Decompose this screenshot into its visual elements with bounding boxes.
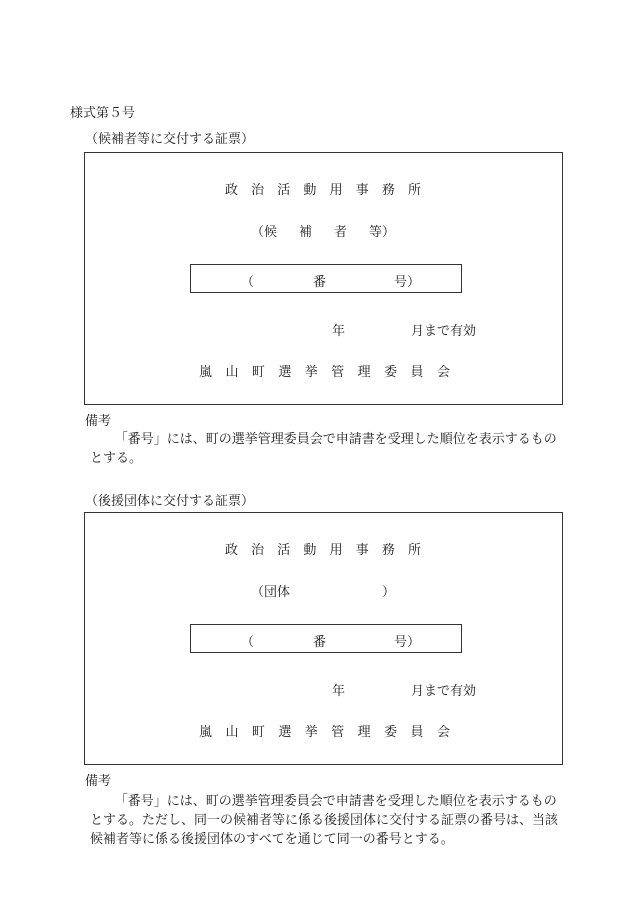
holder-char: 者: [333, 225, 347, 240]
committee-char: 選: [278, 365, 292, 380]
holder-open: （団体: [251, 585, 291, 600]
office-char: 事: [355, 183, 369, 198]
remarks-label: 備考: [85, 414, 112, 429]
number-field: [190, 624, 462, 653]
committee-char: 嵐: [199, 725, 213, 740]
validity-month: 月まで有効: [411, 324, 477, 339]
form-number-title: 様式第５号: [70, 106, 136, 121]
holder-open: （候: [251, 225, 278, 240]
section2-title: （後援団体に交付する証票）: [85, 494, 255, 509]
office-label: [225, 539, 421, 558]
office-char: 用: [329, 543, 343, 558]
remarks-label: 備考: [85, 774, 112, 789]
committee-char: 理: [357, 725, 371, 740]
committee-char: 挙: [304, 365, 318, 380]
office-char: 所: [407, 183, 421, 198]
committee-char: 町: [251, 365, 265, 380]
office-char: 治: [251, 543, 265, 558]
committee-char: 員: [410, 365, 424, 380]
committee-char: 管: [331, 365, 345, 380]
office-char: 動: [303, 543, 317, 558]
committee-char: 員: [410, 725, 424, 740]
certificate-box-support-group: [84, 512, 563, 765]
office-char: 務: [381, 543, 395, 558]
office-char: 治: [251, 183, 265, 198]
holder-label: [251, 221, 395, 240]
office-char: 政: [225, 183, 239, 198]
committee-name: [199, 361, 450, 380]
office-char: 用: [329, 183, 343, 198]
number-field: [190, 264, 462, 293]
committee-char: 山: [225, 365, 239, 380]
number-word: 番: [313, 275, 327, 290]
remarks-text: 「番号」には、町の選挙管理委員会で申請書を受理した順位を表示するものとする。ただし、同一の候補者等に係る後援団体に交付する証票の番号は、当該候補者等に係る後援団体のすべてを通じて同一の番号とする。: [90, 794, 559, 847]
holder-char: 補: [298, 225, 312, 240]
holder-close: ）: [381, 585, 395, 600]
holder-close: 等）: [368, 225, 395, 240]
validity-month: 月まで有効: [411, 684, 477, 699]
remarks-note: [90, 430, 566, 468]
committee-char: 会: [436, 365, 450, 380]
committee-char: 理: [357, 365, 371, 380]
office-char: 政: [225, 543, 239, 558]
committee-char: 山: [225, 725, 239, 740]
committee-char: 挙: [304, 725, 318, 740]
office-char: 活: [277, 183, 291, 198]
holder-label: [251, 581, 395, 600]
section1-title: （候補者等に交付する証票）: [85, 132, 255, 147]
committee-char: 管: [331, 725, 345, 740]
number-close: 号）: [394, 275, 421, 290]
committee-char: 委: [384, 725, 398, 740]
remarks-note: [90, 792, 566, 849]
remarks-text: 「番号」には、町の選挙管理委員会で申請書を受理した順位を表示するものとする。: [90, 432, 557, 466]
number-open: （: [241, 275, 255, 290]
validity-year: 年: [332, 324, 346, 339]
office-char: 事: [355, 543, 369, 558]
office-label: [225, 179, 421, 198]
validity-year: 年: [332, 684, 346, 699]
committee-char: 選: [278, 725, 292, 740]
office-char: 所: [407, 543, 421, 558]
office-char: 務: [381, 183, 395, 198]
office-char: 動: [303, 183, 317, 198]
committee-char: 嵐: [199, 365, 213, 380]
number-close: 号）: [394, 635, 421, 650]
office-char: 活: [277, 543, 291, 558]
committee-char: 委: [384, 365, 398, 380]
number-word: 番: [313, 635, 327, 650]
committee-char: 会: [436, 725, 450, 740]
number-open: （: [241, 635, 255, 650]
certificate-box-candidate: [84, 152, 563, 405]
committee-name: [199, 721, 450, 740]
committee-char: 町: [251, 725, 265, 740]
